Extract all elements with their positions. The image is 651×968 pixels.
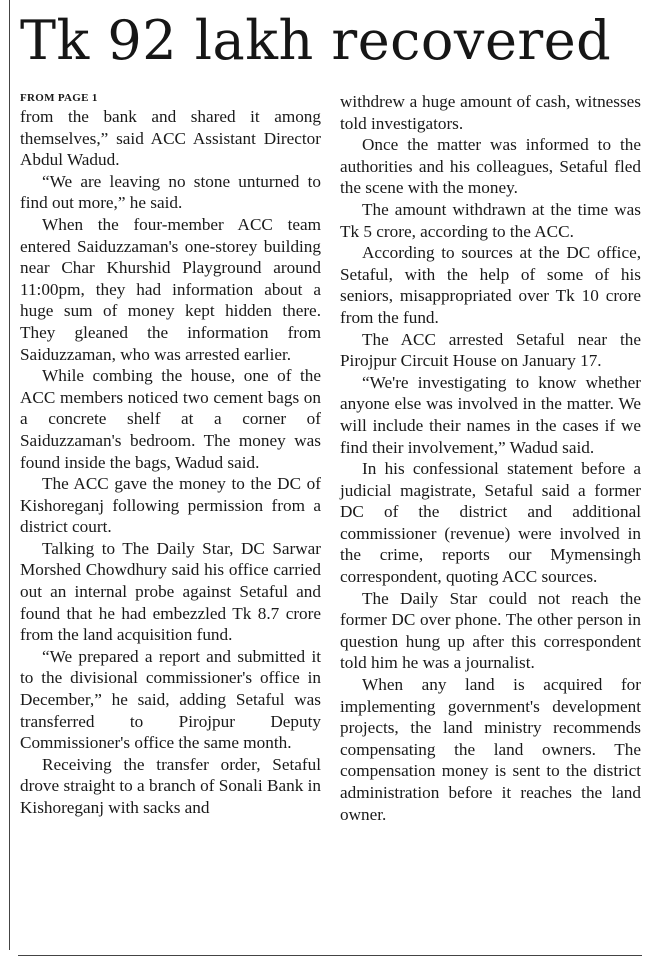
paragraph: While combing the house, one of the ACC members noticed two cement bags on a concrete shelf at a corner of Saiduzzaman's bedroom. The money was found inside the bags, Wadud said. <box>20 366 321 472</box>
paragraph: Talking to The Daily Star, DC Sarwar Morshed Chowdhury said his office carried out an internal probe against Setaful and found that he had embezzled Tk 8.7 crore from the land acquisition fund. <box>20 538 321 645</box>
paragraph: When any land is acquired for implementing government's development projects, the land ministry recommends compensating the land owners. The compensation money is sent to the district administration before it reaches the land owner. <box>340 675 641 824</box>
paragraph: Once the matter was informed to the authorities and his colleagues, Setaful fled the scene with the money. <box>340 135 641 198</box>
paragraph: When the four-member ACC team entered Saiduzzaman's one-storey building near Char Khurshid Playground around 11:00pm, they had information about a huge sum of money kept hidden there. They gleaned the information from Saiduzzaman, who was arrested earlier. <box>20 214 321 364</box>
left-column-rule <box>9 0 10 950</box>
headline: Tk 92 lakh recovered <box>20 9 612 72</box>
bottom-rule <box>18 955 642 956</box>
paragraph: The amount withdrawn at the time was Tk 5 crore, according to the ACC. <box>340 199 641 241</box>
paragraph: The ACC gave the money to the DC of Kishoreganj following permission from a district court. <box>20 474 321 537</box>
right-column <box>340 91 641 825</box>
left-column <box>20 91 321 819</box>
kicker-from-page: FROM PAGE 1 <box>20 92 98 104</box>
paragraph: from the bank and shared it among themselves,” said ACC Assistant Director Abdul Wadud. <box>20 107 321 170</box>
paragraph: “We prepared a report and submitted it to the divisional commissioner's office in December,” he said, adding Setaful was transferred to Pirojpur Deputy Commissioner's office the same month. <box>20 646 321 753</box>
paragraph: In his confessional statement before a judicial magistrate, Setaful said a former DC of the district and additional commissioner (revenue) were involved in the crime, reports our Mymensingh correspondent, quoting ACC sources. <box>340 459 641 587</box>
paragraph: According to sources at the DC office, Setaful, with the help of some of his seniors, misappropriated over Tk 10 crore from the fund. <box>340 243 641 327</box>
paragraph: The Daily Star could not reach the former DC over phone. The other person in question hung up after this correspondent told him he was a journalist. <box>340 588 641 673</box>
paragraph: Receiving the transfer order, Setaful drove straight to a branch of Sonali Bank in Kishoreganj with sacks and <box>20 754 321 817</box>
paragraph: “We are leaving no stone unturned to find out more,” he said. <box>20 171 321 213</box>
paragraph: withdrew a huge amount of cash, witnesses told investigators. <box>340 92 641 133</box>
paragraph: “We're investigating to know whether anyone else was involved in the matter. We will include their names in the cases if we find their involvement,” Wadud said. <box>340 372 641 457</box>
paragraph: The ACC arrested Setaful near the Pirojpur Circuit House on January 17. <box>340 329 641 371</box>
